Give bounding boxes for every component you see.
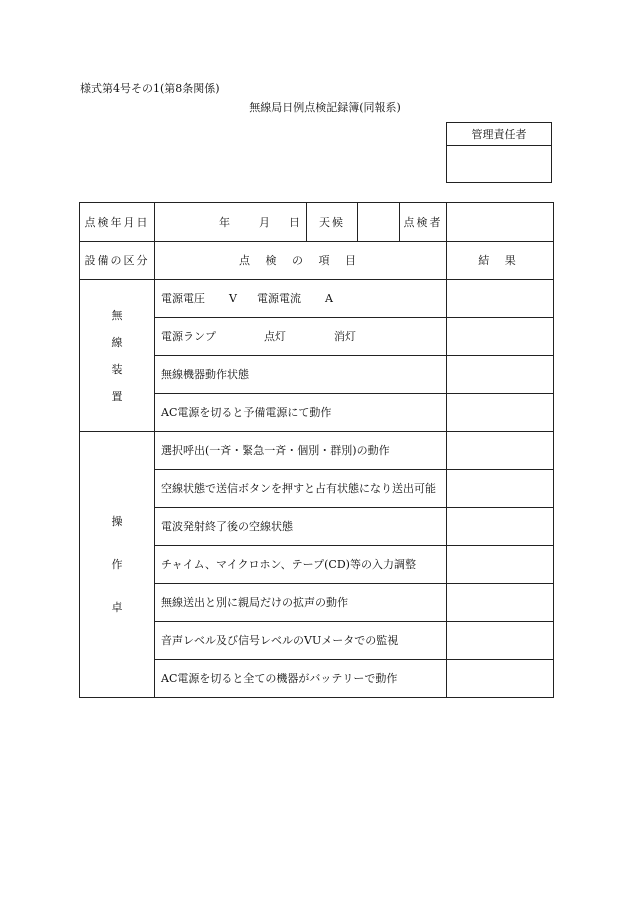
result-cell[interactable] [447,546,554,584]
section-char: 無 [111,308,123,322]
date-row [80,203,554,242]
year-label: 年 [219,215,230,229]
lamp-on-option: 点灯 [264,330,286,343]
result-cell[interactable] [447,432,554,470]
category-header: 設備の区分 [80,242,155,280]
section-char: 操 [111,515,123,528]
form-number-label: 様式第4号その1(第8条関係) [80,82,220,95]
check-item: 無線送出と別に親局だけの拡声の動作 [155,584,447,622]
inspector-label: 点検者 [403,215,443,229]
section-char: 装 [111,362,123,376]
result-cell[interactable] [447,508,554,546]
check-item [155,280,447,318]
check-item: 無線機器動作状態 [155,356,447,394]
section-char: 置 [111,389,123,403]
item-header: 点 検 の 項 目 [155,242,447,280]
result-cell[interactable] [447,280,554,318]
result-cell[interactable] [447,622,554,660]
result-cell[interactable] [447,394,554,432]
check-item: AC電源を切ると予備電源にて動作 [155,394,447,432]
section-radio-equipment [80,280,155,432]
check-item: 選択呼出(一斉・緊急一斉・個別・群別)の動作 [155,432,447,470]
power-voltage-label: 電源電圧 [161,292,205,305]
volt-unit: V [229,292,237,305]
lamp-off-option: 消灯 [334,330,356,343]
month-label: 月 [259,215,270,229]
column-header-row [80,242,554,280]
section-char: 作 [111,558,123,571]
inspector-field[interactable] [447,203,554,242]
power-lamp-label: 電源ランプ [161,330,216,343]
check-item: 空線状態で送信ボタンを押すと占有状態になり送出可能 [155,470,447,508]
result-cell[interactable] [447,356,554,394]
day-label: 日 [289,215,300,229]
check-item: 電波発射終了後の空線状態 [155,508,447,546]
section-char: 卓 [111,601,123,614]
check-item [155,318,447,356]
result-cell[interactable] [447,584,554,622]
weather-label: 天候 [307,203,358,242]
check-item: AC電源を切ると全ての機器がバッテリーで動作 [155,660,447,698]
date-field[interactable] [155,203,307,242]
power-current-label: 電源電流 [256,292,301,305]
form-title: 無線局日例点検記録簿(同報系) [249,101,401,114]
result-cell[interactable] [447,470,554,508]
manager-box [446,122,552,183]
table-row [80,280,554,318]
table-row [80,432,554,470]
result-cell[interactable] [447,318,554,356]
weather-field[interactable] [358,203,447,242]
result-header: 結 果 [447,242,554,280]
inspection-table [79,202,554,698]
manager-stamp-field[interactable] [447,146,551,183]
section-char: 線 [111,335,123,349]
check-item: チャイム、マイクロホン、テープ(CD)等の入力調整 [155,546,447,584]
result-cell[interactable] [447,660,554,698]
manager-label: 管理責任者 [447,123,551,146]
date-label: 点検年月日 [80,203,155,242]
ampere-unit: A [324,292,333,305]
check-item: 音声レベル及び信号レベルのVUメータでの監視 [155,622,447,660]
section-console [80,432,155,698]
